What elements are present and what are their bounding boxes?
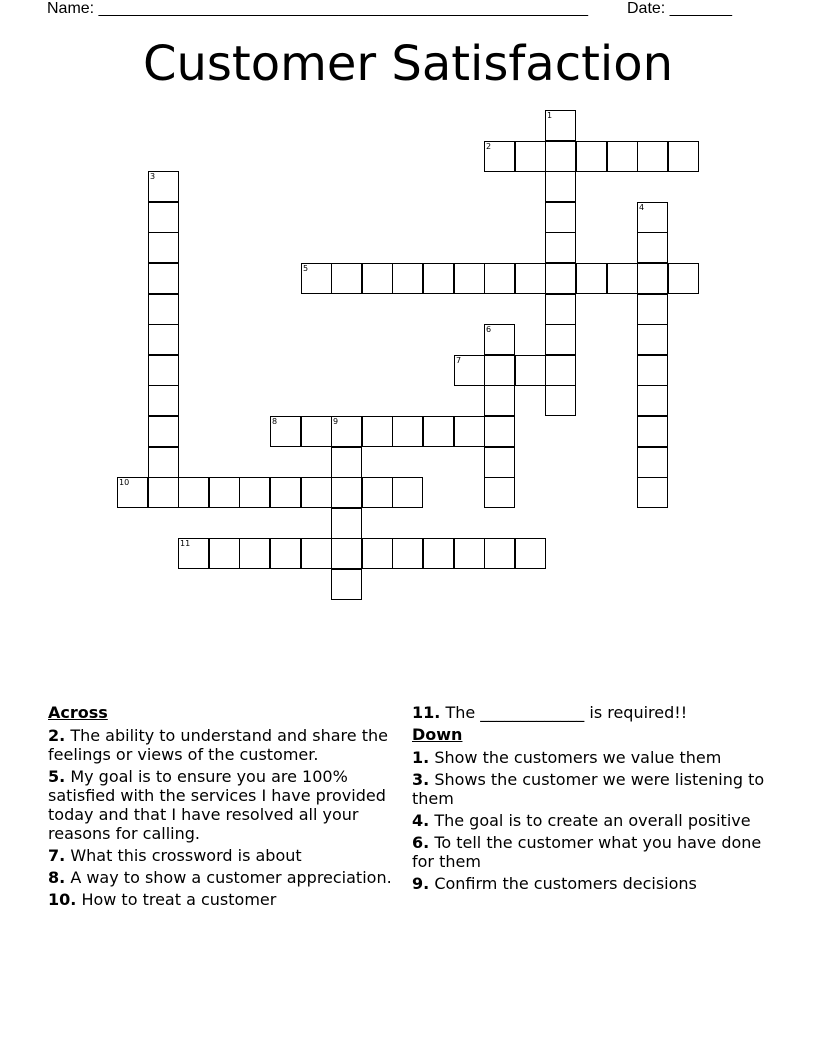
grid-cell[interactable] [515, 141, 546, 172]
grid-cell[interactable] [545, 294, 576, 325]
grid-cell[interactable] [331, 508, 362, 539]
cell-number: 9 [333, 417, 339, 426]
across-clue-10 [48, 890, 408, 909]
grid-cell[interactable] [545, 355, 576, 386]
down-clue-3 [412, 770, 772, 808]
grid-cell[interactable] [607, 263, 638, 294]
grid-cell[interactable] [178, 477, 209, 508]
grid-cell[interactable] [148, 447, 179, 478]
grid-cell[interactable] [668, 141, 699, 172]
clue-number: 7. [48, 846, 66, 865]
clue-number: 1. [412, 748, 430, 767]
grid-cell[interactable] [301, 538, 332, 569]
grid-cell[interactable] [239, 538, 270, 569]
grid-cell[interactable] [454, 538, 485, 569]
grid-cell[interactable] [209, 477, 240, 508]
across-clue-2 [48, 726, 408, 764]
grid-cell[interactable] [362, 477, 393, 508]
clue-number: 11. [412, 703, 441, 722]
grid-cell[interactable] [637, 263, 668, 294]
down-clue-1 [412, 748, 772, 767]
grid-cell[interactable] [301, 416, 332, 447]
grid-cell[interactable] [637, 355, 668, 386]
clue-text: Show the customers we value them [434, 748, 722, 767]
across-clue-8 [48, 868, 408, 887]
grid-cell[interactable] [178, 538, 209, 569]
down-heading: Down [412, 725, 463, 744]
grid-cell[interactable] [270, 416, 301, 447]
across-heading: Across [48, 703, 108, 722]
grid-cell[interactable] [545, 141, 576, 172]
grid-cell[interactable] [148, 202, 179, 233]
grid-cell[interactable] [484, 385, 515, 416]
clue-number: 2. [48, 726, 66, 745]
grid-cell[interactable] [484, 355, 515, 386]
grid-cell[interactable] [545, 202, 576, 233]
grid-cell[interactable] [545, 171, 576, 202]
date-label: Date: _______ [627, 0, 732, 17]
clue-text: Confirm the customers decisions [434, 874, 697, 893]
grid-cell[interactable] [148, 324, 179, 355]
grid-cell[interactable] [668, 263, 699, 294]
clues-right-column [412, 703, 772, 896]
grid-cell[interactable] [484, 416, 515, 447]
clue-text: Shows the customer we were listening to them [412, 770, 765, 808]
clue-number: 10. [48, 890, 77, 909]
grid-cell[interactable] [637, 202, 668, 233]
clue-text: To tell the customer what you have done for them [412, 833, 762, 871]
grid-cell[interactable] [117, 477, 148, 508]
across-clue-7 [48, 846, 408, 865]
grid-cell[interactable] [423, 416, 454, 447]
grid-cell[interactable] [484, 263, 515, 294]
grid-cell[interactable] [362, 416, 393, 447]
grid-cell[interactable] [301, 263, 332, 294]
down-clue-6 [412, 833, 772, 871]
grid-cell[interactable] [484, 477, 515, 508]
clues-left-column [48, 703, 408, 912]
cell-number: 6 [486, 325, 492, 334]
grid-cell[interactable] [576, 263, 607, 294]
grid-cell[interactable] [331, 263, 362, 294]
grid-cell[interactable] [239, 477, 270, 508]
clue-text: A way to show a customer appreciation. [70, 868, 392, 887]
grid-cell[interactable] [545, 385, 576, 416]
grid-cell[interactable] [148, 355, 179, 386]
across-clue-11 [412, 703, 772, 722]
grid-cell[interactable] [515, 263, 546, 294]
grid-cell[interactable] [331, 569, 362, 600]
cell-number: 3 [150, 172, 156, 181]
grid-cell[interactable] [148, 263, 179, 294]
clue-text: What this crossword is about [70, 846, 302, 865]
grid-cell[interactable] [362, 263, 393, 294]
grid-cell[interactable] [148, 171, 179, 202]
grid-cell[interactable] [484, 324, 515, 355]
clue-text: My goal is to ensure you are 100% satisfied with the services I have provided today and that I have resolved all your reasons for calling. [48, 767, 386, 843]
grid-cell[interactable] [392, 263, 423, 294]
grid-cell[interactable] [423, 263, 454, 294]
grid-cell[interactable] [637, 447, 668, 478]
grid-cell[interactable] [301, 477, 332, 508]
grid-cell[interactable] [454, 355, 485, 386]
grid-cell[interactable] [515, 538, 546, 569]
clue-number: 9. [412, 874, 430, 893]
grid-cell[interactable] [545, 232, 576, 263]
grid-cell[interactable] [637, 141, 668, 172]
grid-cell[interactable] [148, 385, 179, 416]
grid-cell[interactable] [576, 141, 607, 172]
grid-cell[interactable] [637, 416, 668, 447]
grid-cell[interactable] [270, 477, 301, 508]
grid-cell[interactable] [148, 294, 179, 325]
down-clue-4 [412, 811, 772, 830]
grid-cell[interactable] [484, 538, 515, 569]
clue-text: The goal is to create an overall positive [434, 811, 751, 830]
grid-cell[interactable] [331, 477, 362, 508]
cell-number: 4 [639, 203, 645, 212]
down-clue-9 [412, 874, 772, 893]
cell-number: 7 [456, 356, 462, 365]
clue-number: 3. [412, 770, 430, 789]
cell-number: 10 [119, 478, 130, 487]
grid-cell[interactable] [270, 538, 301, 569]
clue-text: The ability to understand and share the feelings or views of the customer. [48, 726, 388, 764]
cell-number: 1 [547, 111, 553, 120]
clue-number: 5. [48, 767, 66, 786]
grid-cell[interactable] [637, 232, 668, 263]
grid-cell[interactable] [362, 538, 393, 569]
grid-cell[interactable] [392, 538, 423, 569]
clue-number: 6. [412, 833, 430, 852]
grid-cell[interactable] [148, 477, 179, 508]
grid-cell[interactable] [148, 232, 179, 263]
grid-cell[interactable] [637, 324, 668, 355]
grid-cell[interactable] [331, 538, 362, 569]
grid-cell[interactable] [331, 416, 362, 447]
clue-number: 4. [412, 811, 430, 830]
grid-cell[interactable] [637, 294, 668, 325]
grid-cell[interactable] [484, 141, 515, 172]
cell-number: 5 [303, 264, 309, 273]
across-clue-5 [48, 767, 408, 843]
grid-cell[interactable] [331, 447, 362, 478]
grid-cell[interactable] [607, 141, 638, 172]
clue-text: How to treat a customer [81, 890, 277, 909]
grid-cell[interactable] [423, 538, 454, 569]
cell-number: 2 [486, 142, 492, 151]
grid-cell[interactable] [392, 416, 423, 447]
grid-cell[interactable] [209, 538, 240, 569]
cell-number: 8 [272, 417, 278, 426]
name-label: Name: _______________________________________________________ [47, 0, 588, 17]
grid-cell[interactable] [637, 477, 668, 508]
grid-cell[interactable] [545, 110, 576, 141]
grid-cell[interactable] [454, 263, 485, 294]
grid-cell[interactable] [484, 447, 515, 478]
grid-cell[interactable] [392, 477, 423, 508]
grid-cell[interactable] [515, 355, 546, 386]
page-title: Customer Satisfaction [142, 36, 674, 92]
grid-cell[interactable] [454, 416, 485, 447]
clue-text: The _____________ is required!! [445, 703, 688, 722]
grid-cell[interactable] [545, 324, 576, 355]
cell-number: 11 [180, 539, 191, 548]
grid-cell[interactable] [545, 263, 576, 294]
grid-cell[interactable] [637, 385, 668, 416]
clue-number: 8. [48, 868, 66, 887]
grid-cell[interactable] [148, 416, 179, 447]
